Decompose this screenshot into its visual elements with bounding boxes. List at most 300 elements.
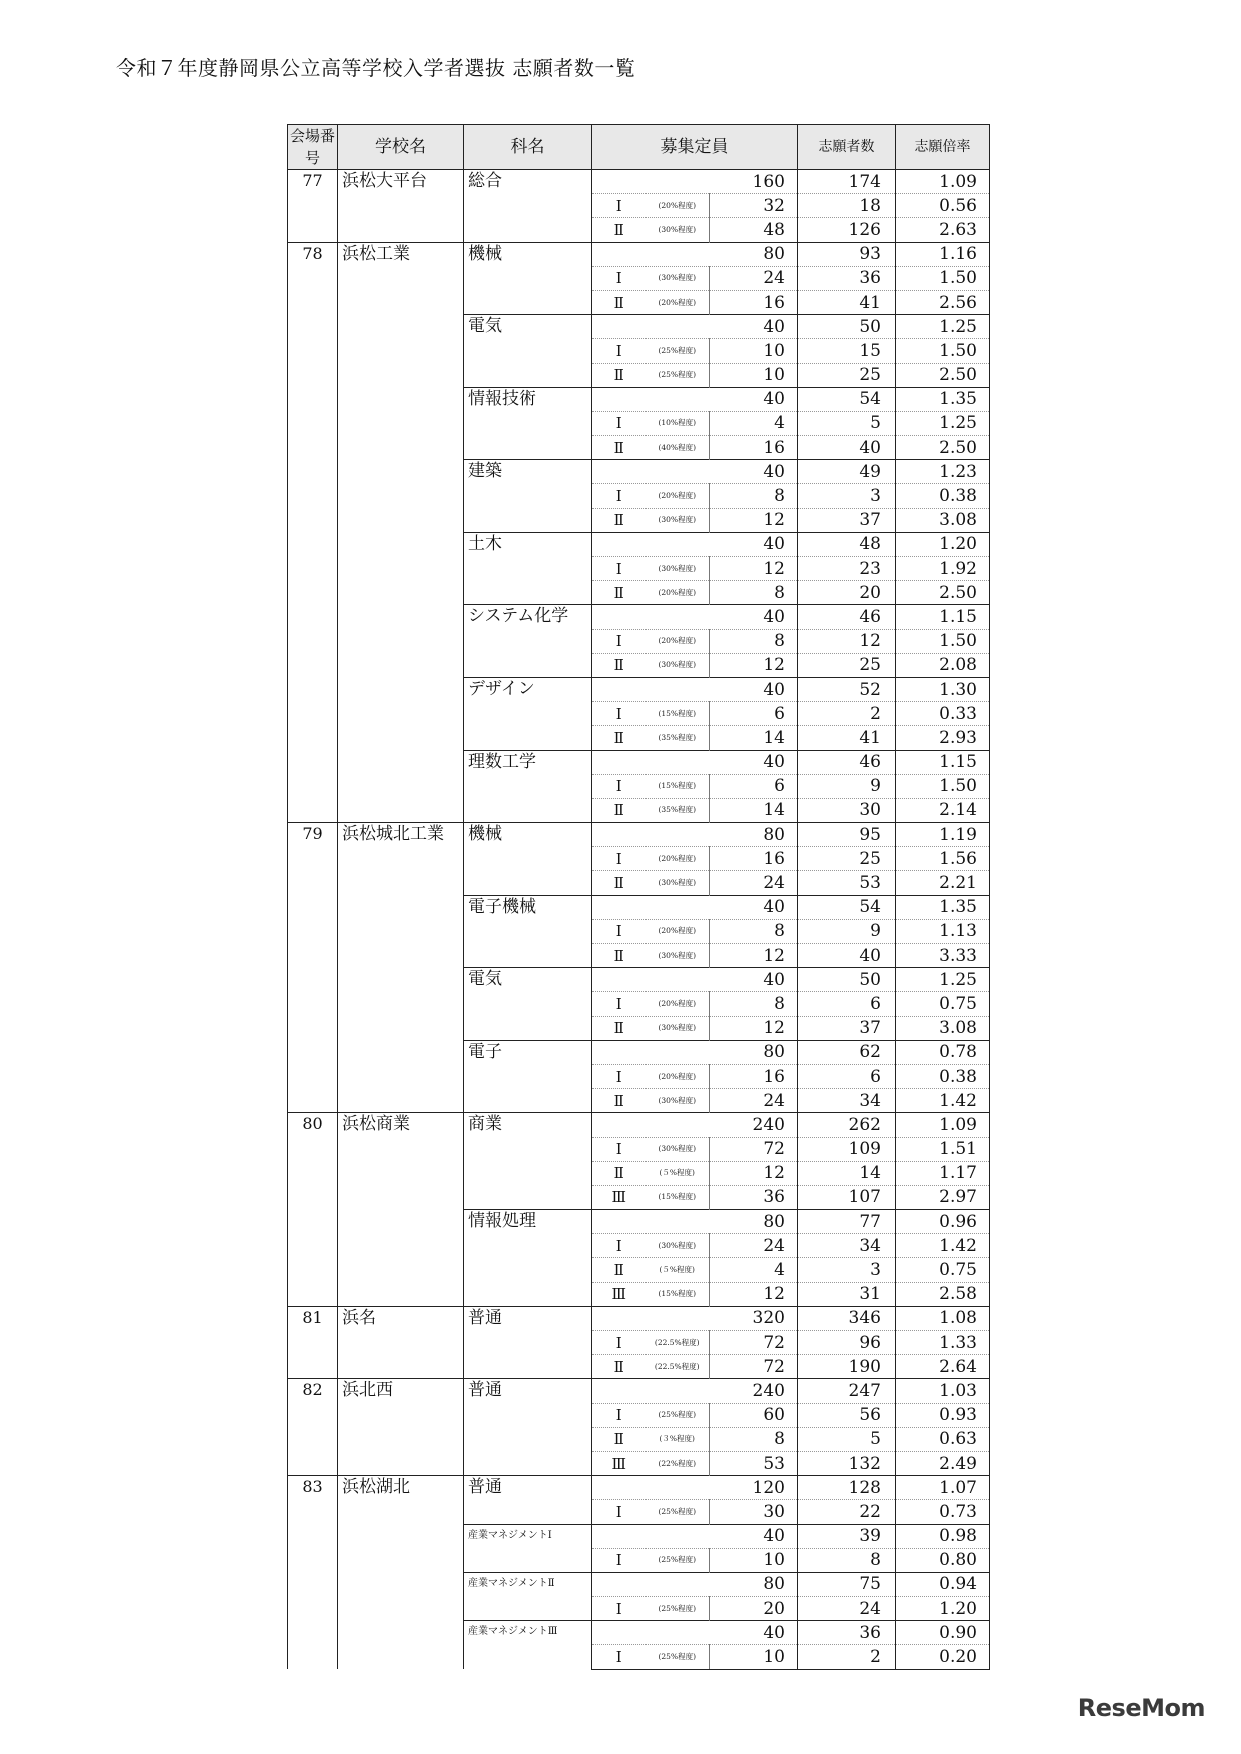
department-name: 商業 [464,1113,592,1210]
ratio-value: 1.35 [896,387,990,411]
ratio-value: 2.50 [896,581,990,605]
applicants-value: 15 [798,339,896,363]
capacity-value: 8 [710,581,798,605]
ratio-value: 2.49 [896,1451,990,1475]
applicants-value: 40 [798,944,896,968]
ratio-value: 0.33 [896,702,990,726]
selection-ratio-note: (20%程度) [646,194,710,218]
ratio-value: 1.20 [896,532,990,556]
ratio-value: 1.17 [896,1161,990,1185]
applicants-value: 190 [798,1355,896,1379]
selection-ratio-note: (22.5%程度) [646,1331,710,1355]
selection-type: Ⅰ [592,339,646,363]
department-name: 電気 [464,968,592,1041]
header-school: 学校名 [338,125,464,170]
selection-ratio-note: (15%程度) [646,702,710,726]
applicants-value: 54 [798,387,896,411]
table-row [288,1379,990,1403]
selection-ratio-note: (15%程度) [646,774,710,798]
applicants-value: 46 [798,750,896,774]
selection-type: Ⅰ [592,1137,646,1161]
capacity-value: 24 [710,1234,798,1258]
selection-ratio-note: (25%程度) [646,1500,710,1524]
selection-ratio-note: (20%程度) [646,847,710,871]
applicants-value: 30 [798,798,896,822]
applicants-value: 25 [798,653,896,677]
applicants-value: 41 [798,290,896,314]
selection-type: Ⅰ [592,992,646,1016]
capacity-value: 8 [710,629,798,653]
capacity-value: 80 [592,1040,798,1064]
capacity-value: 80 [592,823,798,847]
ratio-value: 0.75 [896,1258,990,1282]
selection-ratio-note: (30%程度) [646,218,710,242]
applicants-value: 52 [798,677,896,701]
applicants-value: 25 [798,847,896,871]
selection-ratio-note: (20%程度) [646,581,710,605]
capacity-value: 12 [710,1016,798,1040]
applicants-value: 62 [798,1040,896,1064]
capacity-value: 48 [710,218,798,242]
school-name: 浜松商業 [338,1113,464,1307]
capacity-value: 240 [592,1379,798,1403]
selection-ratio-note: (３%程度) [646,1427,710,1451]
capacity-value: 6 [710,702,798,726]
selection-type: Ⅰ [592,1331,646,1355]
applicants-value: 48 [798,532,896,556]
department-name: 普通 [464,1306,592,1379]
ratio-value: 1.33 [896,1331,990,1355]
applicants-value: 34 [798,1089,896,1113]
applicants-value: 31 [798,1282,896,1306]
selection-type: Ⅰ [592,1403,646,1427]
ratio-value: 0.93 [896,1403,990,1427]
applicants-value: 18 [798,194,896,218]
selection-type: Ⅰ [592,919,646,943]
capacity-value: 40 [592,895,798,919]
capacity-value: 16 [710,1064,798,1088]
capacity-value: 12 [710,508,798,532]
applicants-value: 36 [798,1621,896,1645]
applicants-value: 346 [798,1306,896,1330]
selection-type: Ⅱ [592,726,646,750]
applicants-value: 93 [798,242,896,266]
applicants-value: 8 [798,1548,896,1572]
applicants-value: 6 [798,1064,896,1088]
selection-ratio-note: (35%程度) [646,726,710,750]
selection-type: Ⅱ [592,581,646,605]
ratio-value: 1.25 [896,315,990,339]
applicants-value: 50 [798,315,896,339]
department-name: 産業マネジメントⅠ [464,1524,592,1572]
applicants-value: 39 [798,1524,896,1548]
venue-number: 79 [288,823,338,1113]
ratio-value: 1.13 [896,919,990,943]
applicants-value: 77 [798,1210,896,1234]
capacity-value: 24 [710,871,798,895]
capacity-value: 240 [592,1113,798,1137]
ratio-value: 0.75 [896,992,990,1016]
ratio-value: 0.63 [896,1427,990,1451]
selection-type: Ⅱ [592,218,646,242]
department-name: 産業マネジメントⅢ [464,1621,592,1669]
ratio-value: 1.92 [896,557,990,581]
ratio-value: 0.56 [896,194,990,218]
applicants-value: 2 [798,1645,896,1669]
page-title: 令和７年度静岡県公立高等学校入学者選抜 志願者数一覧 [116,56,636,80]
capacity-value: 4 [710,411,798,435]
ratio-value: 2.56 [896,290,990,314]
selection-ratio-note: (５%程度) [646,1161,710,1185]
department-name: 電子 [464,1040,592,1113]
selection-type: Ⅱ [592,508,646,532]
selection-type: Ⅰ [592,1500,646,1524]
ratio-value: 1.25 [896,411,990,435]
selection-type: Ⅱ [592,871,646,895]
selection-ratio-note: (25%程度) [646,1548,710,1572]
ratio-value: 3.08 [896,1016,990,1040]
ratio-value: 0.73 [896,1500,990,1524]
selection-ratio-note: (30%程度) [646,508,710,532]
department-name: 総合 [464,170,592,243]
applicants-value: 128 [798,1476,896,1500]
ratio-value: 0.80 [896,1548,990,1572]
capacity-value: 14 [710,726,798,750]
selection-ratio-note: (20%程度) [646,484,710,508]
school-name: 浜松大平台 [338,170,464,243]
capacity-value: 40 [592,460,798,484]
ratio-value: 1.03 [896,1379,990,1403]
selection-ratio-note: (20%程度) [646,1064,710,1088]
school-name: 浜名 [338,1306,464,1379]
applicants-value: 9 [798,774,896,798]
capacity-value: 24 [710,1089,798,1113]
school-name: 浜松城北工業 [338,823,464,1113]
selection-type: Ⅱ [592,1089,646,1113]
ratio-value: 2.64 [896,1355,990,1379]
capacity-value: 4 [710,1258,798,1282]
capacity-value: 160 [592,170,798,194]
capacity-value: 10 [710,339,798,363]
school-name: 浜松工業 [338,242,464,823]
capacity-value: 80 [592,1210,798,1234]
header-capacity: 募集定員 [592,125,798,170]
selection-ratio-note: (40%程度) [646,436,710,460]
ratio-value: 1.50 [896,629,990,653]
ratio-value: 1.50 [896,339,990,363]
capacity-value: 24 [710,266,798,290]
ratio-value: 1.23 [896,460,990,484]
department-name: 建築 [464,460,592,533]
ratio-value: 1.51 [896,1137,990,1161]
selection-ratio-note: (25%程度) [646,363,710,387]
selection-type: Ⅱ [592,653,646,677]
ratio-value: 0.38 [896,1064,990,1088]
ratio-value: 2.14 [896,798,990,822]
capacity-value: 60 [710,1403,798,1427]
applicants-value: 2 [798,702,896,726]
department-name: 理数工学 [464,750,592,823]
venue-number: 83 [288,1476,338,1670]
school-name: 浜北西 [338,1379,464,1476]
ratio-value: 3.33 [896,944,990,968]
capacity-value: 40 [592,387,798,411]
selection-type: Ⅱ [592,798,646,822]
venue-number: 82 [288,1379,338,1476]
selection-ratio-note: (15%程度) [646,1282,710,1306]
ratio-value: 2.50 [896,436,990,460]
ratio-value: 0.20 [896,1645,990,1669]
applicants-value: 174 [798,170,896,194]
capacity-value: 32 [710,194,798,218]
capacity-value: 40 [592,315,798,339]
venue-number: 80 [288,1113,338,1307]
department-name: 情報技術 [464,387,592,460]
ratio-value: 0.98 [896,1524,990,1548]
applicants-value: 96 [798,1331,896,1355]
selection-ratio-note: (30%程度) [646,871,710,895]
capacity-value: 30 [710,1500,798,1524]
selection-ratio-note: (20%程度) [646,919,710,943]
capacity-value: 40 [592,1621,798,1645]
header-applicants: 志願者数 [798,125,896,170]
capacity-value: 10 [710,1645,798,1669]
applicants-value: 6 [798,992,896,1016]
capacity-value: 40 [592,968,798,992]
ratio-value: 2.50 [896,363,990,387]
ratio-value: 1.08 [896,1306,990,1330]
ratio-value: 1.25 [896,968,990,992]
header-ratio: 志願倍率 [896,125,990,170]
ratio-value: 1.50 [896,774,990,798]
capacity-value: 12 [710,557,798,581]
selection-type: Ⅰ [592,484,646,508]
department-name: 普通 [464,1476,592,1524]
applicants-value: 247 [798,1379,896,1403]
selection-type: Ⅰ [592,774,646,798]
capacity-value: 8 [710,992,798,1016]
selection-ratio-note: (30%程度) [646,1016,710,1040]
ratio-value: 1.15 [896,750,990,774]
ratio-value: 1.20 [896,1597,990,1621]
selection-type: Ⅰ [592,557,646,581]
header-dept: 科名 [464,125,592,170]
selection-type: Ⅰ [592,194,646,218]
applicants-value: 37 [798,1016,896,1040]
table-row [288,170,990,194]
applicants-value: 75 [798,1572,896,1596]
applicants-value: 50 [798,968,896,992]
ratio-value: 2.93 [896,726,990,750]
applicants-value: 49 [798,460,896,484]
selection-type: Ⅰ [592,1548,646,1572]
table-row [288,1476,990,1500]
capacity-value: 320 [592,1306,798,1330]
applicants-value: 262 [798,1113,896,1137]
selection-ratio-note: (30%程度) [646,266,710,290]
applicants-value: 37 [798,508,896,532]
applicants-value: 12 [798,629,896,653]
table-row [288,1113,990,1137]
applicants-value: 46 [798,605,896,629]
applicants-value: 53 [798,871,896,895]
selection-ratio-note: (10%程度) [646,411,710,435]
selection-type: Ⅰ [592,702,646,726]
ratio-value: 1.35 [896,895,990,919]
applicants-value: 25 [798,363,896,387]
capacity-value: 8 [710,1427,798,1451]
applicants-value: 109 [798,1137,896,1161]
department-name: 普通 [464,1379,592,1476]
ratio-value: 0.78 [896,1040,990,1064]
capacity-value: 40 [592,750,798,774]
department-name: 機械 [464,242,592,315]
applicants-value: 22 [798,1500,896,1524]
department-name: 電子機械 [464,895,592,968]
applicants-value: 40 [798,436,896,460]
department-name: デザイン [464,677,592,750]
selection-ratio-note: (25%程度) [646,1597,710,1621]
applicants-value: 24 [798,1597,896,1621]
applicants-value: 56 [798,1403,896,1427]
capacity-value: 20 [710,1597,798,1621]
selection-ratio-note: (30%程度) [646,653,710,677]
selection-ratio-note: (25%程度) [646,339,710,363]
capacity-value: 120 [592,1476,798,1500]
ratio-value: 0.96 [896,1210,990,1234]
capacity-value: 6 [710,774,798,798]
selection-ratio-note: (20%程度) [646,290,710,314]
selection-type: Ⅱ [592,1427,646,1451]
ratio-value: 3.08 [896,508,990,532]
selection-type: Ⅰ [592,1645,646,1669]
applicants-value: 5 [798,411,896,435]
selection-ratio-note: (25%程度) [646,1403,710,1427]
capacity-value: 80 [592,1572,798,1596]
ratio-value: 2.08 [896,653,990,677]
ratio-value: 2.63 [896,218,990,242]
capacity-value: 16 [710,847,798,871]
selection-type: Ⅱ [592,1016,646,1040]
applicants-value: 41 [798,726,896,750]
selection-type: Ⅰ [592,266,646,290]
selection-type: Ⅲ [592,1185,646,1209]
applicants-value: 132 [798,1451,896,1475]
ratio-value: 1.50 [896,266,990,290]
selection-ratio-note: (25%程度) [646,1645,710,1669]
applicants-value: 20 [798,581,896,605]
department-name: 機械 [464,823,592,896]
department-name: 情報処理 [464,1210,592,1307]
applicants-value: 14 [798,1161,896,1185]
selection-ratio-note: (30%程度) [646,557,710,581]
selection-ratio-note: (30%程度) [646,1089,710,1113]
ratio-value: 2.58 [896,1282,990,1306]
selection-type: Ⅰ [592,1597,646,1621]
capacity-value: 72 [710,1331,798,1355]
capacity-value: 16 [710,436,798,460]
capacity-value: 40 [592,677,798,701]
ratio-value: 1.09 [896,1113,990,1137]
capacity-value: 12 [710,1161,798,1185]
applicants-value: 3 [798,484,896,508]
capacity-value: 10 [710,363,798,387]
resemom-logo: ReseMom [1077,1694,1205,1722]
selection-type: Ⅰ [592,629,646,653]
selection-type: Ⅱ [592,1161,646,1185]
selection-type: Ⅰ [592,1064,646,1088]
selection-type: Ⅰ [592,411,646,435]
applicants-value: 5 [798,1427,896,1451]
department-name: 電気 [464,315,592,388]
capacity-value: 72 [710,1355,798,1379]
selection-ratio-note: (30%程度) [646,944,710,968]
selection-type: Ⅱ [592,436,646,460]
capacity-value: 12 [710,1282,798,1306]
selection-ratio-note: (22%程度) [646,1451,710,1475]
school-name: 浜松湖北 [338,1476,464,1670]
ratio-value: 0.90 [896,1621,990,1645]
ratio-value: 2.97 [896,1185,990,1209]
capacity-value: 12 [710,653,798,677]
selection-type: Ⅰ [592,1234,646,1258]
selection-ratio-note: (30%程度) [646,1137,710,1161]
department-name: 産業マネジメントⅡ [464,1572,592,1620]
ratio-value: 1.42 [896,1089,990,1113]
table-row [288,823,990,847]
capacity-value: 16 [710,290,798,314]
selection-ratio-note: (30%程度) [646,1234,710,1258]
ratio-value: 1.16 [896,242,990,266]
capacity-value: 40 [592,532,798,556]
applicants-value: 9 [798,919,896,943]
capacity-value: 12 [710,944,798,968]
selection-ratio-note: (22.5%程度) [646,1355,710,1379]
applicants-value: 107 [798,1185,896,1209]
ratio-value: 2.21 [896,871,990,895]
selection-type: Ⅱ [592,1355,646,1379]
selection-type: Ⅱ [592,944,646,968]
capacity-value: 10 [710,1548,798,1572]
table-body [288,170,990,1670]
applicants-table [287,124,990,1670]
ratio-value: 0.38 [896,484,990,508]
venue-number: 81 [288,1306,338,1379]
selection-type: Ⅰ [592,847,646,871]
applicants-value: 23 [798,557,896,581]
ratio-value: 1.30 [896,677,990,701]
department-name: システム化学 [464,605,592,678]
ratio-value: 1.42 [896,1234,990,1258]
selection-type: Ⅱ [592,1258,646,1282]
capacity-value: 80 [592,242,798,266]
capacity-value: 53 [710,1451,798,1475]
capacity-value: 72 [710,1137,798,1161]
applicants-value: 34 [798,1234,896,1258]
selection-ratio-note: (20%程度) [646,629,710,653]
table-row [288,242,990,266]
ratio-value: 0.94 [896,1572,990,1596]
capacity-value: 40 [592,605,798,629]
ratio-value: 1.19 [896,823,990,847]
applicants-value: 126 [798,218,896,242]
selection-type: Ⅲ [592,1451,646,1475]
capacity-value: 14 [710,798,798,822]
capacity-value: 40 [592,1524,798,1548]
capacity-value: 36 [710,1185,798,1209]
selection-ratio-note: (15%程度) [646,1185,710,1209]
department-name: 土木 [464,532,592,605]
